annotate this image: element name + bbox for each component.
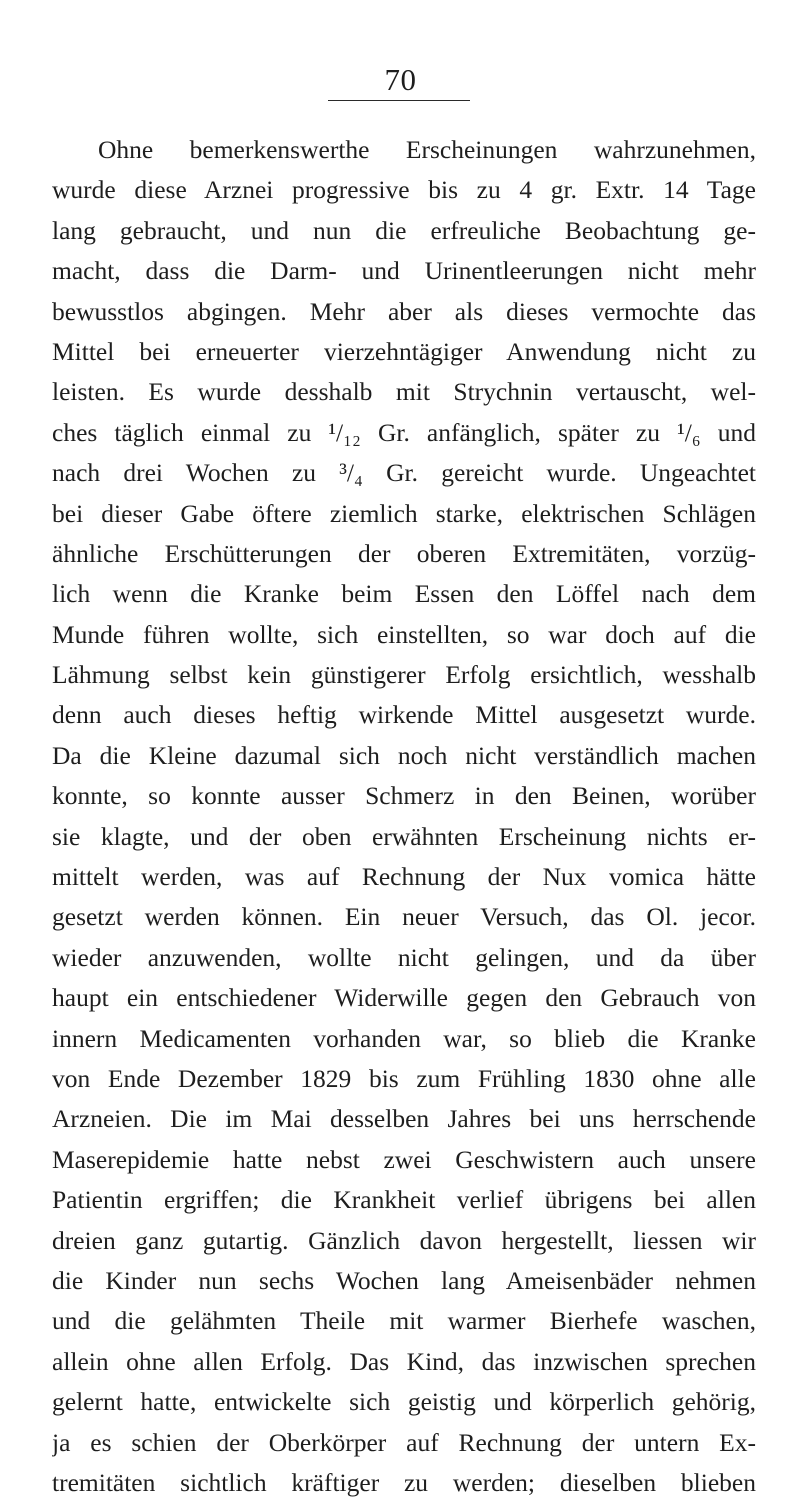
text-line: Ohne bemerkenswerthe Erscheinungen wahrzunehmen,: [98, 135, 756, 164]
page-number: 70: [384, 62, 417, 97]
text-line: innern Medicamenten vorhanden war, so blieb die Kranke: [52, 1023, 756, 1053]
text-line: Patientin ergriffen; die Krankheit verlief übrigens bei allen: [52, 1185, 756, 1215]
text-line: Da die Kleine dazumal sich noch nicht verständlich machen: [52, 740, 756, 770]
text-line: dreien ganz gutartig. Gänzlich davon hergestellt, liessen wir: [52, 1225, 756, 1255]
text-line: Lähmung selbst kein günstigerer Erfolg ersichtlich, wesshalb: [52, 660, 756, 690]
text-line: leisten. Es wurde desshalb mit Strychnin vertauscht, wel-: [52, 377, 756, 407]
text-line: mittelt werden, was auf Rechnung der Nux vomica hätte: [52, 862, 756, 892]
text-line: bei dieser Gabe öftere ziemlich starke, elektrischen Schlägen: [52, 498, 756, 528]
text-line: denn auch dieses heftig wirkende Mittel ausgesetzt wurde.: [52, 700, 756, 730]
text-line: gesetzt werden können. Ein neuer Versuch, das Ol. jecor.: [52, 902, 756, 932]
text-line: Mittel bei erneuerter vierzehntägiger Anwendung nicht zu: [52, 336, 756, 366]
text-line: wurde diese Arznei progressive bis zu 4 gr. Extr. 14 Tage: [52, 175, 756, 205]
text-line: ches täglich einmal zu ¹/₁₂ Gr. anfänglich, später zu ¹/₆ und: [52, 417, 756, 447]
text-line: gelernt hatte, entwickelte sich geistig und körperlich gehörig,: [52, 1387, 756, 1417]
text-line: die Kinder nun sechs Wochen lang Ameisenbäder nehmen: [52, 1265, 756, 1295]
text-line: nach drei Wochen zu ³/₄ Gr. gereicht wurde. Ungeachtet: [52, 458, 756, 488]
text-line: Munde führen wollte, sich einstellten, so war doch auf die: [52, 619, 756, 649]
text-line: Arzneien. Die im Mai desselben Jahres bei uns herrschende: [52, 1104, 756, 1134]
text-line: lich wenn die Kranke beim Essen den Löffel nach dem: [52, 579, 756, 609]
text-line: haupt ein entschiedener Widerwille gegen den Gebrauch von: [52, 983, 756, 1013]
text-line: konnte, so konnte ausser Schmerz in den Beinen, worüber: [52, 781, 756, 811]
text-line: ähnliche Erschütterungen der oberen Extremitäten, vorzüg-: [52, 538, 756, 568]
text-line: Maserepidemie hatte nebst zwei Geschwistern auch unsere: [52, 1144, 756, 1174]
text-line: ja es schien der Oberkörper auf Rechnung der untern Ex-: [52, 1427, 756, 1457]
body-text: [52, 130, 756, 1503]
text-line: und die gelähmten Theile mit warmer Bierhefe waschen,: [52, 1306, 756, 1336]
text-line: von Ende Dezember 1829 bis zum Frühling 1830 ohne alle: [52, 1063, 756, 1093]
text-line: sie klagte, und der oben erwähnten Erscheinung nichts er-: [52, 821, 756, 851]
text-line: macht, dass die Darm- und Urinentleerungen nicht mehr: [52, 256, 756, 286]
text-line: bewusstlos abgingen. Mehr aber als dieses vermochte das: [52, 296, 756, 326]
text-line: tremitäten sichtlich kräftiger zu werden; dieselben blieben: [52, 1467, 756, 1497]
header-rule: [328, 100, 470, 101]
text-line: lang gebraucht, und nun die erfreuliche Beobachtung ge-: [52, 215, 756, 245]
text-line: wieder anzuwenden, wollte nicht gelingen, und da über: [52, 942, 756, 972]
text-line: allein ohne allen Erfolg. Das Kind, das inzwischen sprechen: [52, 1346, 756, 1376]
